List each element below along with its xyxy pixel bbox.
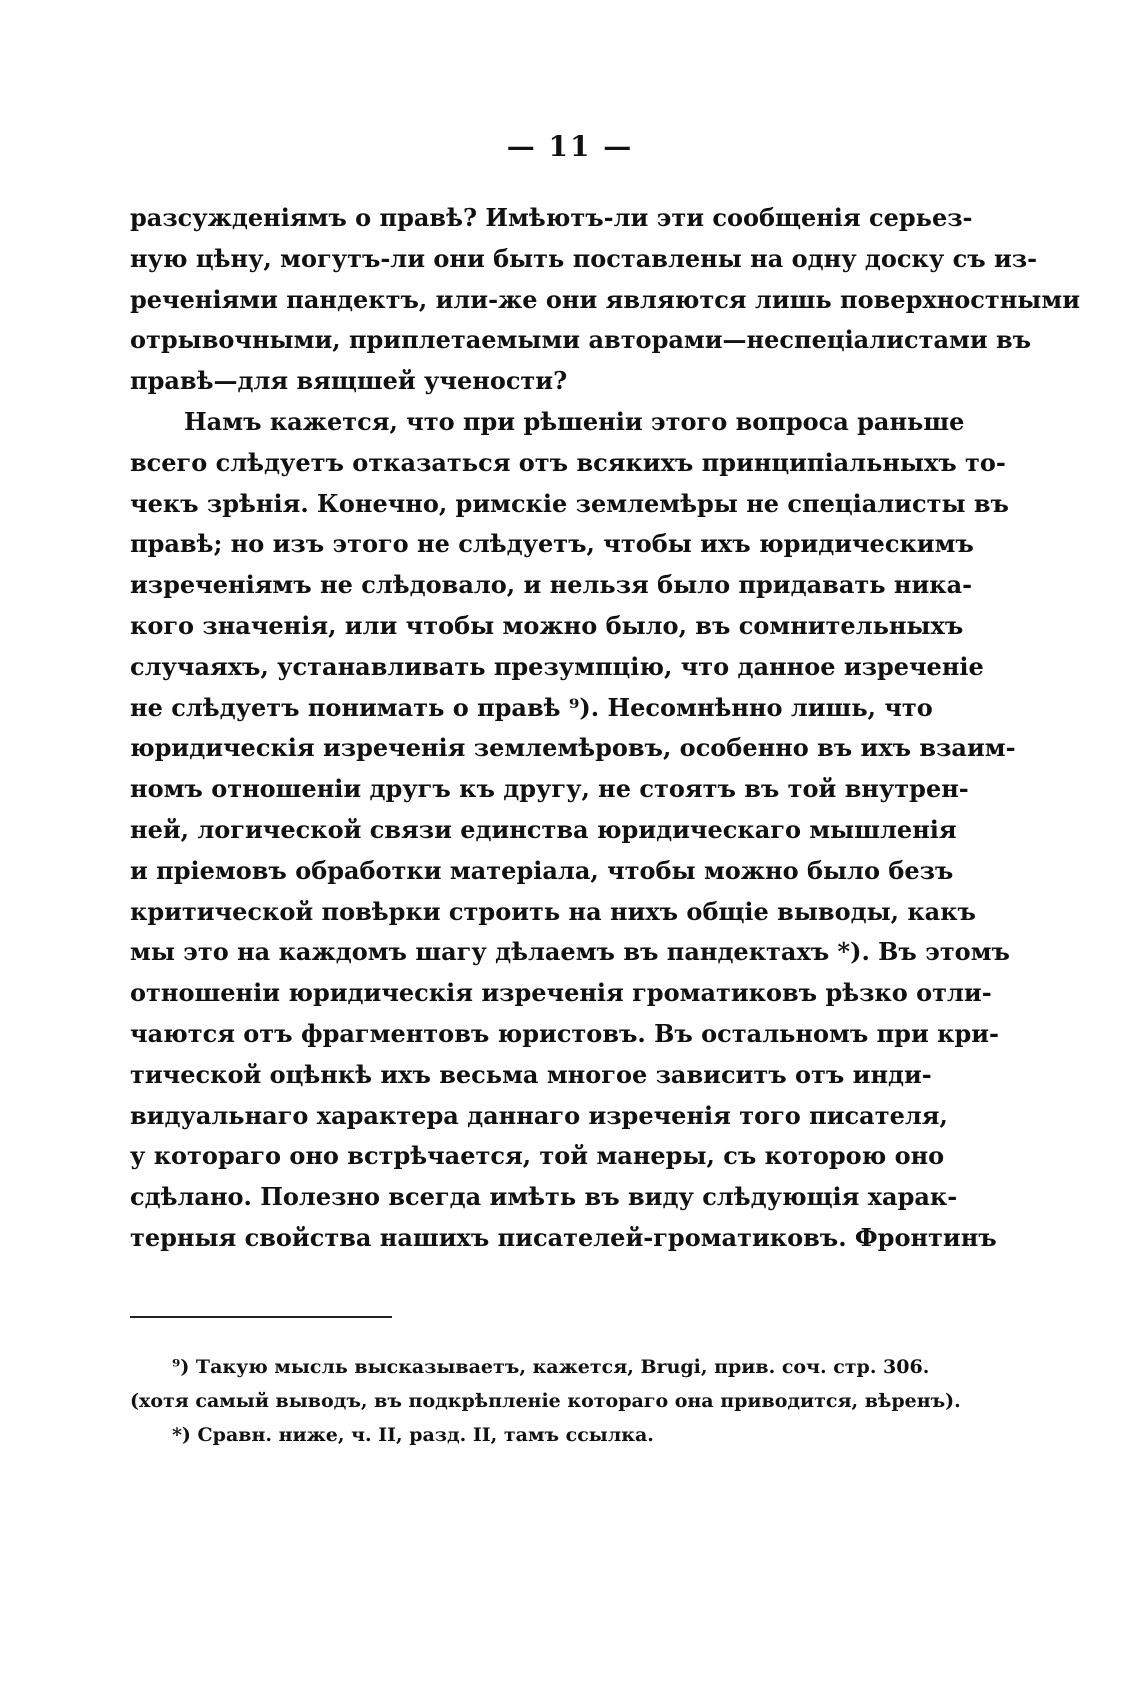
text-line: номъ отношеніи другъ къ другу, не стоятъ въ той внутрен- (130, 774, 969, 804)
text-line: чекъ зрѣнія. Конечно, римскіе землемѣры не спеціалисты въ (130, 488, 1009, 518)
text-line: ней, логической связи единства юридическаго мышленія (130, 814, 957, 844)
footnotes (130, 1350, 961, 1452)
text-line: реченіями пандектъ, или-же они являются лишь поверхностными (130, 284, 1080, 314)
text-line: случаяхъ, устанавливать презумпцію, что данное изреченіе (130, 651, 984, 681)
text-line: разсужденіямъ о правѣ? Имѣютъ-ли эти сообщенія серьез- (130, 203, 973, 232)
text-line: отношеніи юридическія изреченія громатиковъ рѣзко отли- (130, 978, 992, 1008)
text-line: критической повѣрки строить на нихъ общіе выводы, какъ (130, 896, 976, 926)
text-line: мы это на каждомъ шагу дѣлаемъ въ пандектахъ *). Въ этомъ (130, 937, 1010, 967)
text-line: правѣ; но изъ этого не слѣдуетъ, чтобы ихъ юридическимъ (130, 529, 974, 559)
page-number: — 11 — (506, 130, 634, 163)
footnote-9-continuation: (хотя самый выводъ, въ подкрѣпленіе котораго она приводится, вѣренъ). (130, 1390, 961, 1412)
text-line: изреченіямъ не слѣдовало, и нельзя было придавать ника- (130, 570, 973, 600)
footnote-rule (130, 1316, 392, 1318)
text-line: юридическія изреченія землемѣровъ, особенно въ ихъ взаим- (130, 733, 1016, 763)
text-line: отрывочными, приплетаемыми авторами—неспеціалистами въ (130, 325, 1032, 355)
text-line: не слѣдуетъ понимать о правѣ ⁹). Несомнѣнно лишь, что (130, 692, 933, 722)
body-text (130, 198, 1080, 1259)
text-line: у котораго оно встрѣчается, той манеры, съ которою оно (130, 1141, 945, 1171)
text-line: всего слѣдуетъ отказаться отъ всякихъ принципіальныхъ то- (130, 447, 1006, 477)
text-line: видуальнаго характера даннаго изреченія того писателя, (130, 1100, 948, 1130)
footnote-star: *) Сравн. ниже, ч. II, разд. II, тамъ ссылка. (172, 1424, 654, 1446)
text-line: и пріемовъ обработки матеріала, чтобы можно было безъ (130, 855, 954, 885)
text-line: чаются отъ фрагментовъ юристовъ. Въ остальномъ при кри- (130, 1018, 999, 1048)
text-line: кого значенія, или чтобы можно было, въ сомнительныхъ (130, 610, 964, 640)
text-line: правѣ—для вящшей учености? (130, 366, 568, 396)
text-line: тической оцѣнкѣ ихъ весьма многое зависитъ отъ инди- (130, 1059, 932, 1089)
text-line: ную цѣну, могутъ-ли они быть поставлены на одну доску съ из- (130, 243, 1038, 273)
text-line: сдѣлано. Полезно всегда имѣть въ виду слѣдующія харак- (130, 1182, 958, 1212)
text-line: терныя свойства нашихъ писателей-громатиковъ. Фронтинъ (130, 1222, 997, 1252)
text-line: Намъ кажется, что при рѣшеніи этого вопроса раньше (184, 406, 965, 436)
footnote-9: ⁹) Такую мысль высказываетъ, кажется, Brugi, прив. соч. стр. 306. (172, 1356, 930, 1378)
